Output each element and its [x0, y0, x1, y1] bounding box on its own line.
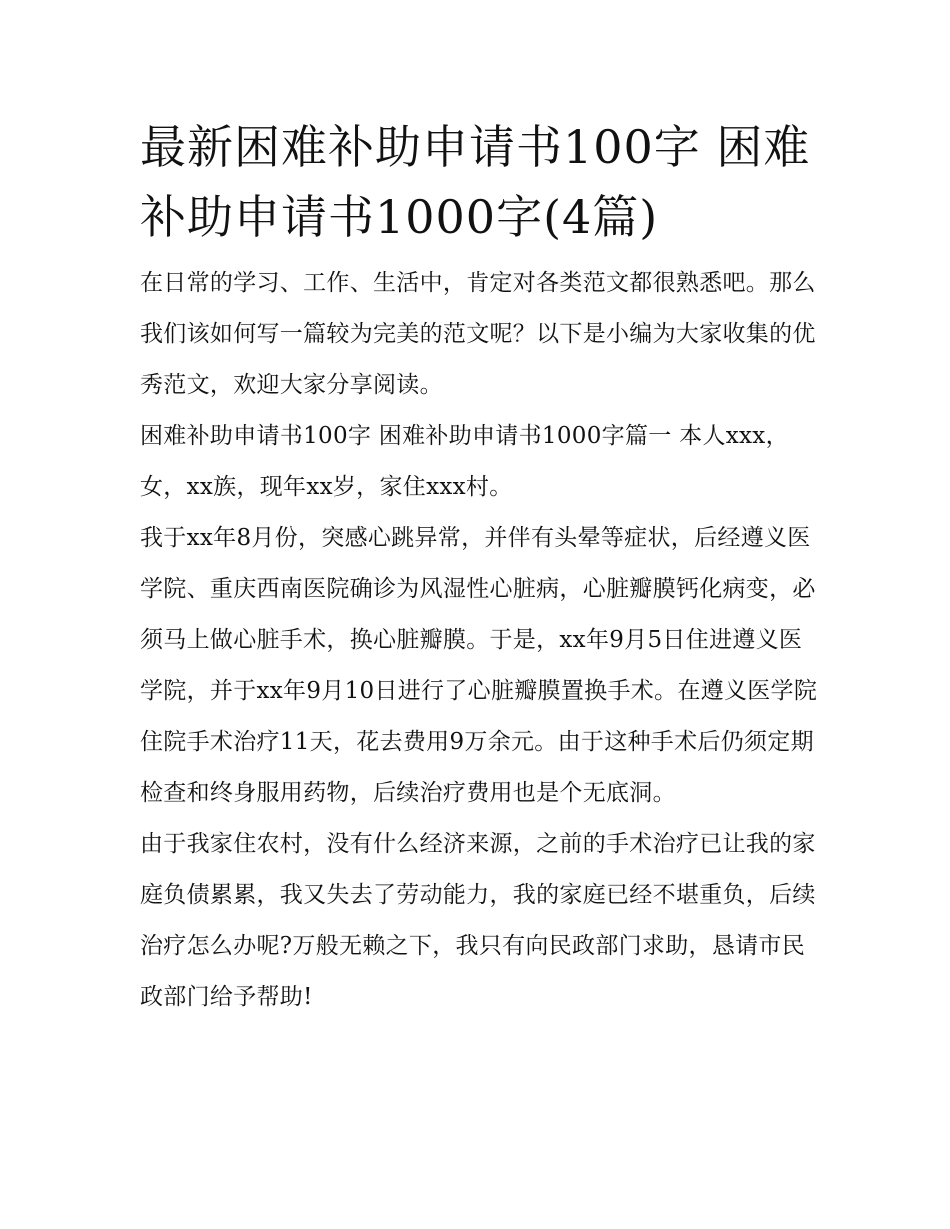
intro-paragraph: 在日常的学习、工作、生活中，肯定对各类范文都很熟悉吧。那么我们该如何写一篇较为完美的范文呢？以下是小编为大家收集的优秀范文，欢迎大家分享阅读。 — [140, 270, 816, 398]
applicant-info-paragraph: 困难补助申请书100字 困难补助申请书1000字篇一 本人xxx，女，xx族，现年xx岁，家住xxx村。 — [140, 423, 789, 500]
document-body — [140, 112, 820, 1023]
medical-history-paragraph: 我于xx年8月份，突感心跳异常，并伴有头晕等症状，后经遵义医学院、重庆西南医院确诊为风湿性心脏病，心脏瓣膜钙化病变，必须马上做心脏手术，换心脏瓣膜。于是，xx年9月5日住进遵义医学院，并于xx年9月10日进行了心脏瓣膜置换手术。在遵义医学院住院手术治疗11天，花去费用9万余元。由于这种手术后仍须定期检查和终身服用药物，后续治疗费用也是个无底洞。 — [140, 525, 818, 806]
document-title: 最新困难补助申请书100字 困难补助申请书1000字(4篇) — [140, 120, 811, 244]
request-paragraph: 由于我家住农村，没有什么经济来源，之前的手术治疗已让我的家庭负债累累，我又失去了劳动能力，我的家庭已经不堪重负，后续治疗怎么办呢?万般无赖之下，我只有向民政部门求助，恳请市民政部门给予帮助! — [140, 831, 816, 1010]
